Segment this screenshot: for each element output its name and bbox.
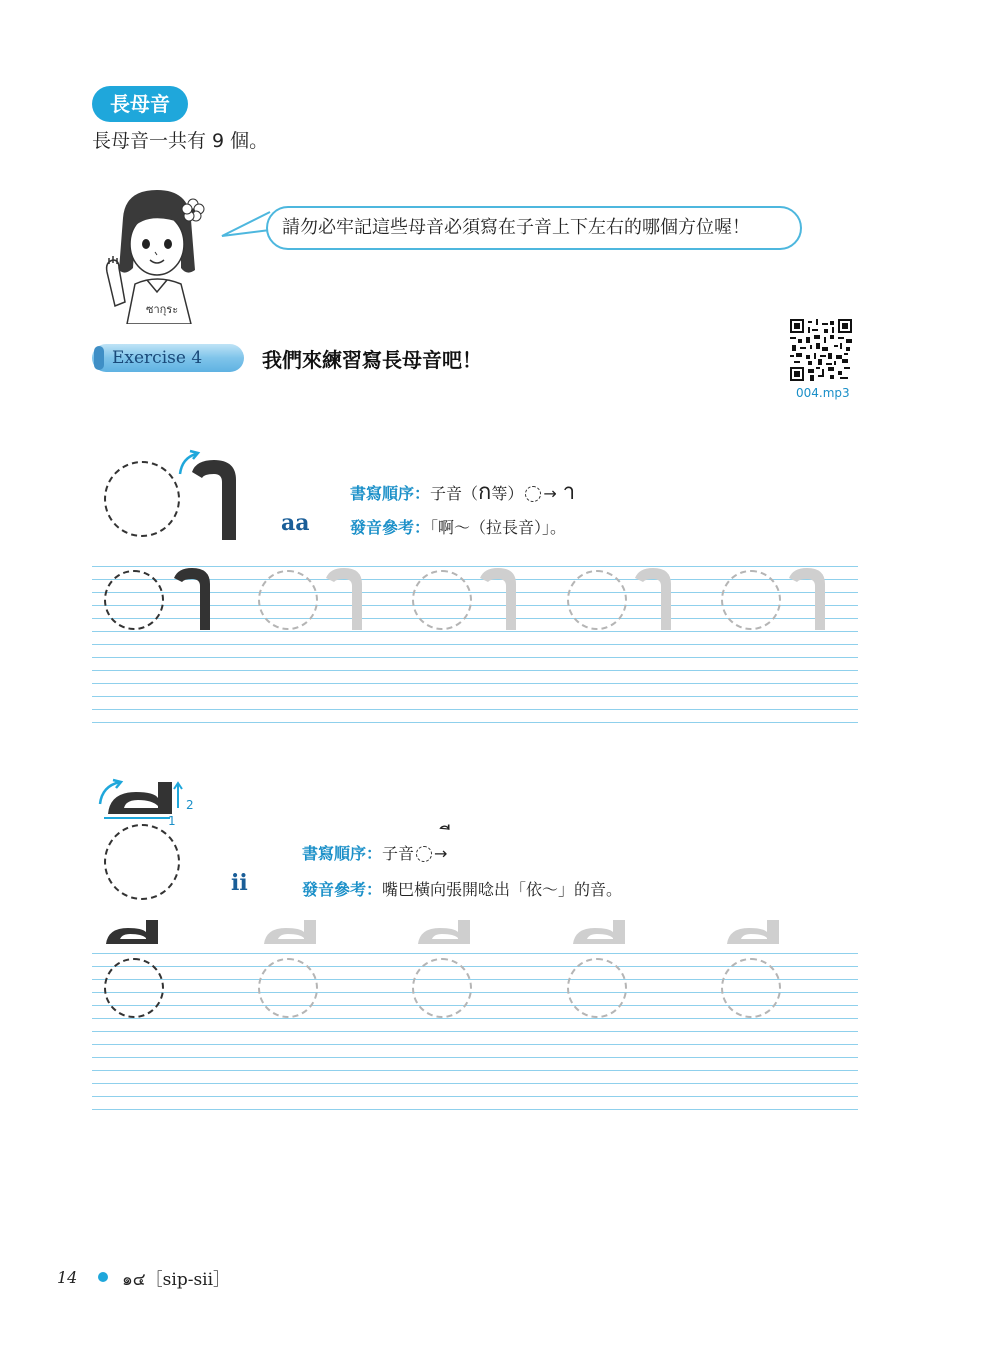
qr-code-icon (790, 319, 852, 381)
trace-glyph-aa (631, 566, 677, 630)
trace-glyph-ii (416, 920, 478, 946)
demo-placeholder-circle (104, 461, 180, 537)
practice-glyph-aa (170, 566, 216, 630)
trace-circle (721, 570, 781, 630)
example-consonant: ก (478, 480, 492, 505)
exercise-label: Exercise 4 (92, 344, 244, 372)
section-label: 長母音 (92, 86, 188, 122)
page-number: 14 (57, 1268, 78, 1287)
practice-circle (104, 958, 164, 1018)
trace-circle (567, 570, 627, 630)
romanization-aa: aa (281, 510, 310, 536)
consonant-placeholder-icon (416, 846, 432, 862)
demo-placeholder-circle (104, 824, 180, 900)
order-result-glyph: า (562, 480, 576, 505)
pronunciation-ii: 發音參考：嘴巴橫向張開唸出「依～」的音。 (302, 880, 623, 899)
stroke-number-1: 1 (168, 814, 176, 828)
exercise-title: 我們來練習寫長母音吧！ (262, 348, 482, 372)
thai-numeral-reading: ［sip-sii］ (145, 1270, 231, 1290)
pronunciation-aa: 發音參考：「啊～（拉長音）」。 (350, 518, 567, 537)
trace-circle (567, 958, 627, 1018)
practice-circle (104, 570, 164, 630)
demo-vowel-glyph-aa (186, 456, 242, 540)
page-number-thai (122, 1265, 230, 1293)
writing-order-label: 書寫順序： (302, 844, 383, 863)
audio-track-label: 004.mp3 (796, 386, 850, 400)
pronunciation-label: 發音參考： (302, 880, 383, 899)
trace-circle (412, 958, 472, 1018)
trace-glyph-aa (476, 566, 522, 630)
romanization-ii: ii (231, 870, 248, 896)
writing-order-ii: 書寫順序：子音 → (302, 844, 448, 863)
writing-order-aa: 書寫順序：子音（ก等） → า (350, 480, 576, 505)
thai-numeral: ๑๔ (122, 1270, 146, 1290)
character-name: ซากุระ (146, 303, 179, 316)
stroke-number-2: 2 (186, 798, 194, 812)
trace-glyph-ii (725, 920, 787, 946)
trace-circle (412, 570, 472, 630)
pronunciation-label: 發音參考： (350, 518, 431, 537)
demo-vowel-glyph-ii (96, 778, 192, 822)
consonant-placeholder-icon (525, 486, 541, 502)
writing-order-label: 書寫順序： (350, 484, 431, 503)
speech-bubble: 請勿必牢記這些母音必須寫在子音上下左右的哪個方位喔！ (266, 206, 802, 250)
trace-glyph-aa (785, 566, 831, 630)
trace-circle (721, 958, 781, 1018)
footer-bullet-icon (98, 1272, 108, 1282)
trace-glyph-aa (322, 566, 368, 630)
section-description: 長母音一共有 9 個。 (92, 130, 269, 152)
trace-circle (258, 570, 318, 630)
practice-glyph-ii (104, 920, 166, 946)
trace-circle (258, 958, 318, 1018)
trace-glyph-ii (262, 920, 324, 946)
trace-glyph-ii (571, 920, 633, 946)
